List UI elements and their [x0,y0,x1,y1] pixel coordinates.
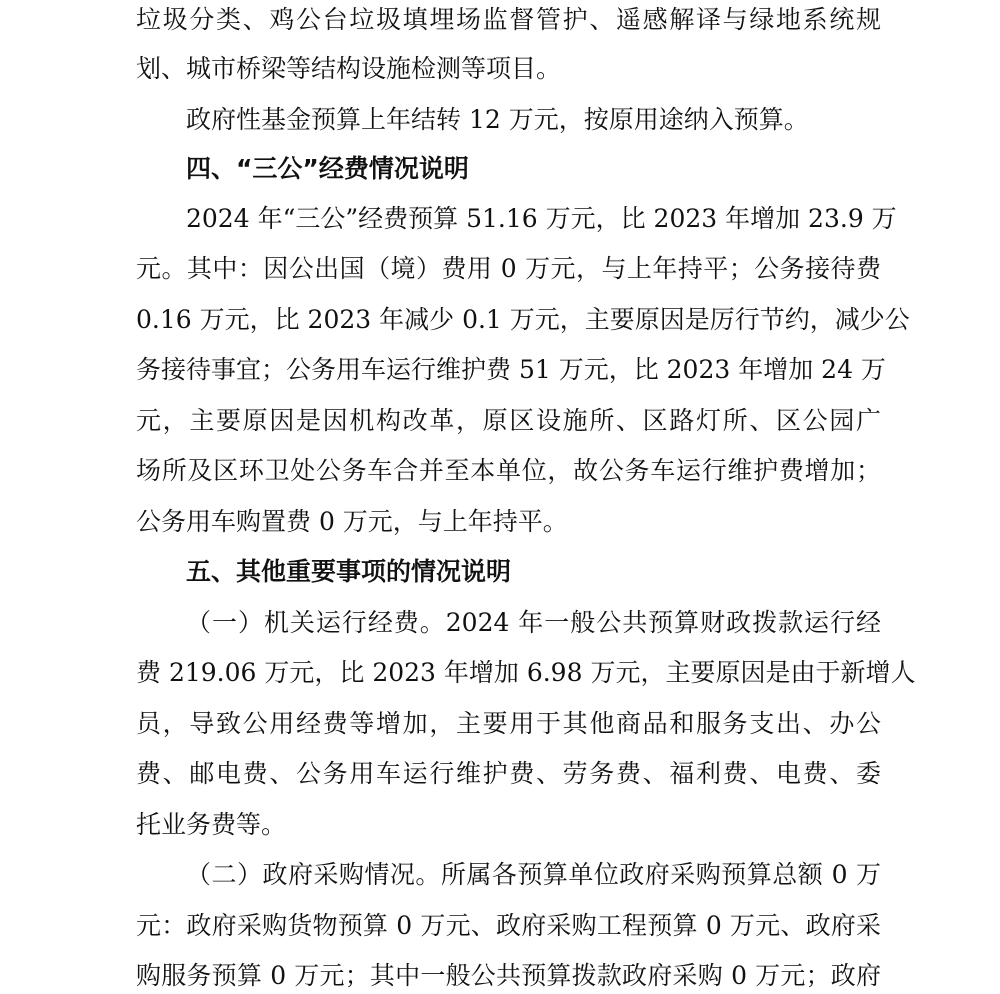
paragraph-line: 元：政府采购货物预算 0 万元、政府采购工程预算 0 万元、政府采 [136,911,881,940]
section-heading: 五、其他重要事项的情况说明 [186,557,512,586]
paragraph-line: 购服务预算 0 万元；其中一般公共预算拨款政府采购 0 万元；政府 [136,961,881,990]
paragraph-line: 垃圾分类、鸡公台垃圾填埋场监督管护、遥感解译与绿地系统规 [136,5,881,34]
paragraph-line: 元，主要原因是因机构改革，原区设施所、区路灯所、区公园广 [136,406,881,435]
section-heading: 四、“三公”经费情况说明 [186,154,469,183]
paragraph-line: 划、城市桥梁等结构设施检测等项目。 [136,54,562,83]
paragraph-line: 0.16 万元，比 2023 年减少 0.1 万元，主要原因是厉行节约，减少公 [136,305,910,334]
paragraph-line: 托业务费等。 [136,810,287,839]
paragraph-line: 务接待事宜；公务用车运行维护费 51 万元，比 2023 年增加 24 万 [136,355,886,384]
paragraph-line: （二）政府采购情况。所属各预算单位政府采购预算总额 0 万 [186,860,881,889]
paragraph-line: 员，导致公用经费等增加，主要用于其他商品和服务支出、办公 [136,709,881,738]
paragraph-line: 政府性基金预算上年结转 12 万元，按原用途纳入预算。 [186,105,809,134]
paragraph-line: （一）机关运行经费。2024 年一般公共预算财政拨款运行经 [186,608,881,637]
paragraph-line: 场所及区环卫处公务车合并至本单位，故公务车运行维护费增加； [136,456,881,485]
paragraph-line: 费、邮电费、公务用车运行维护费、劳务费、福利费、电费、委 [136,759,881,788]
paragraph-line: 费 219.06 万元，比 2023 年增加 6.98 万元，主要原因是由于新增人 [136,658,916,687]
paragraph-line: 元。其中：因公出国（境）费用 0 万元，与上年持平；公务接待费 [136,254,881,283]
paragraph-line: 2024 年“三公”经费预算 51.16 万元，比 2023 年增加 23.9 万 [186,204,897,233]
paragraph-line: 公务用车购置费 0 万元，与上年持平。 [136,507,568,536]
